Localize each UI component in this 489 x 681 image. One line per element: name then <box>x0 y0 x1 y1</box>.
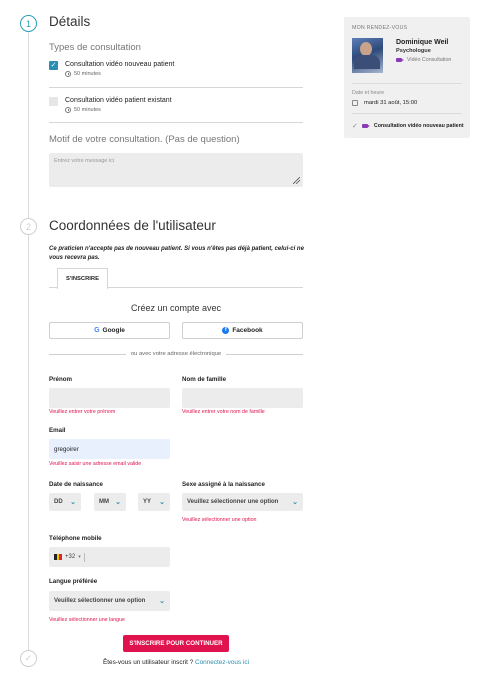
firstname-label: Prénom <box>49 376 73 383</box>
clock-icon <box>65 107 71 113</box>
login-prompt: Êtes-vous un utilisateur inscrit ? Connectez-vous ici <box>103 659 249 666</box>
lastname-label: Nom de famille <box>182 376 227 383</box>
step-1-title: Détails <box>49 14 91 29</box>
doctor-specialty: Psychologue <box>396 48 431 54</box>
datetime-row <box>352 100 417 106</box>
option-label: Consultation vidéo nouveau patient <box>65 61 175 68</box>
datetime-value: mardi 31 août, 15:00 <box>364 100 418 106</box>
consultation-types-heading: Types de consultation <box>49 42 141 53</box>
clock-icon <box>65 71 71 77</box>
firstname-input[interactable] <box>49 388 170 408</box>
phone-prefix: +32 <box>65 554 76 560</box>
email-input[interactable]: gregoirer <box>49 439 170 459</box>
new-patient-warning: Ce praticien n'accepte pas de nouveau patient. Si vous n'êtes pas déjà patient, celui-ci ne vous recevra pas. <box>49 246 304 261</box>
google-button[interactable]: G Google <box>49 322 170 339</box>
sex-error: Veuillez sélectionner une option <box>182 517 257 523</box>
dob-year-select[interactable]: YY ⌄ <box>138 493 170 511</box>
step-1-indicator: 1 <box>20 15 37 32</box>
check-icon: ✓ <box>24 653 33 663</box>
dob-month-select[interactable]: MM ⌄ <box>94 493 126 511</box>
selected-type: Consultation vidéo nouveau patient <box>373 123 464 129</box>
consultation-option-existing[interactable] <box>49 97 172 113</box>
divider <box>49 87 303 88</box>
lastname-error: Veuillez entrer votre nom de famille <box>182 409 265 415</box>
dob-day-select[interactable]: DD ⌄ <box>49 493 81 511</box>
motif-textarea[interactable] <box>49 153 303 187</box>
consultation-option-new[interactable] <box>49 61 174 77</box>
facebook-icon: f <box>222 327 229 334</box>
selected-type-row <box>352 122 464 130</box>
video-camera-icon <box>362 124 368 128</box>
language-label: Langue préférée <box>49 578 98 585</box>
divider <box>352 83 462 84</box>
appointment-summary-card <box>344 17 470 138</box>
calendar-icon <box>352 100 358 106</box>
phone-label: Téléphone mobile <box>49 535 102 542</box>
checkmark-icon: ✓ <box>352 123 358 130</box>
divider <box>352 113 462 114</box>
dob-label: Date de naissance <box>49 481 103 488</box>
video-camera-icon <box>396 58 402 62</box>
firstname-error: Veuillez entrer votre prénom <box>49 409 116 415</box>
motif-heading: Motif de votre consultation. (Pas de question) <box>49 134 240 145</box>
google-icon: G <box>94 327 100 334</box>
option-label: Consultation vidéo patient existant <box>65 97 172 104</box>
sex-label: Sexe assigné à la naissance <box>182 481 265 488</box>
signup-continue-button[interactable]: S'INSCRIRE POUR CONTINUER <box>123 635 229 652</box>
login-link[interactable]: Connectez-vous ici <box>195 659 249 666</box>
doctor-avatar <box>352 38 383 73</box>
divider <box>84 553 85 562</box>
sex-select[interactable]: Veuillez sélectionner une option ⌄ <box>182 493 303 511</box>
tab-signup[interactable]: S'INSCRIRE <box>57 268 108 289</box>
create-account-title: Créez un compte avec <box>130 303 222 313</box>
step-2-title: Coordonnées de l'utilisateur <box>49 218 216 233</box>
language-error: Veuillez sélectionner une langue <box>49 617 125 623</box>
chevron-down-icon: ▾ <box>78 554 81 560</box>
step-complete-indicator <box>20 650 37 667</box>
chevron-down-icon: ⌄ <box>159 598 165 605</box>
checkbox-unchecked-icon[interactable] <box>49 97 58 106</box>
belgium-flag-icon[interactable] <box>54 554 62 560</box>
resize-grip-icon[interactable] <box>293 177 300 184</box>
option-duration: 50 minutes <box>65 107 172 113</box>
option-duration: 50 minutes <box>65 71 174 77</box>
chevron-down-icon: ⌄ <box>159 499 165 506</box>
language-select[interactable]: Veuillez sélectionner une option ⌄ <box>49 591 170 611</box>
datetime-label: Date et heure <box>352 90 385 96</box>
phone-input[interactable] <box>49 547 170 567</box>
chevron-down-icon: ⌄ <box>292 499 298 506</box>
email-label: Email <box>49 427 66 434</box>
progress-timeline <box>28 32 29 652</box>
summary-heading: MON RENDEZ-VOUS <box>352 25 408 31</box>
lastname-input[interactable] <box>182 388 303 408</box>
or-separator: ou avec votre adresse électronique <box>49 351 303 357</box>
divider <box>49 122 303 123</box>
facebook-button[interactable]: f Facebook <box>182 322 303 339</box>
chevron-down-icon: ⌄ <box>115 499 121 506</box>
consult-mode: Vidéo Consultation <box>396 57 451 63</box>
checkbox-checked-icon[interactable]: ✓ <box>50 62 57 69</box>
doctor-name: Dominique Weil <box>396 39 449 46</box>
motif-placeholder: Entrez votre message ici <box>54 158 115 164</box>
email-error: Veuillez saisir une adresse email valide <box>49 461 142 467</box>
chevron-down-icon: ⌄ <box>70 499 76 506</box>
step-2-indicator: 2 <box>20 218 37 235</box>
